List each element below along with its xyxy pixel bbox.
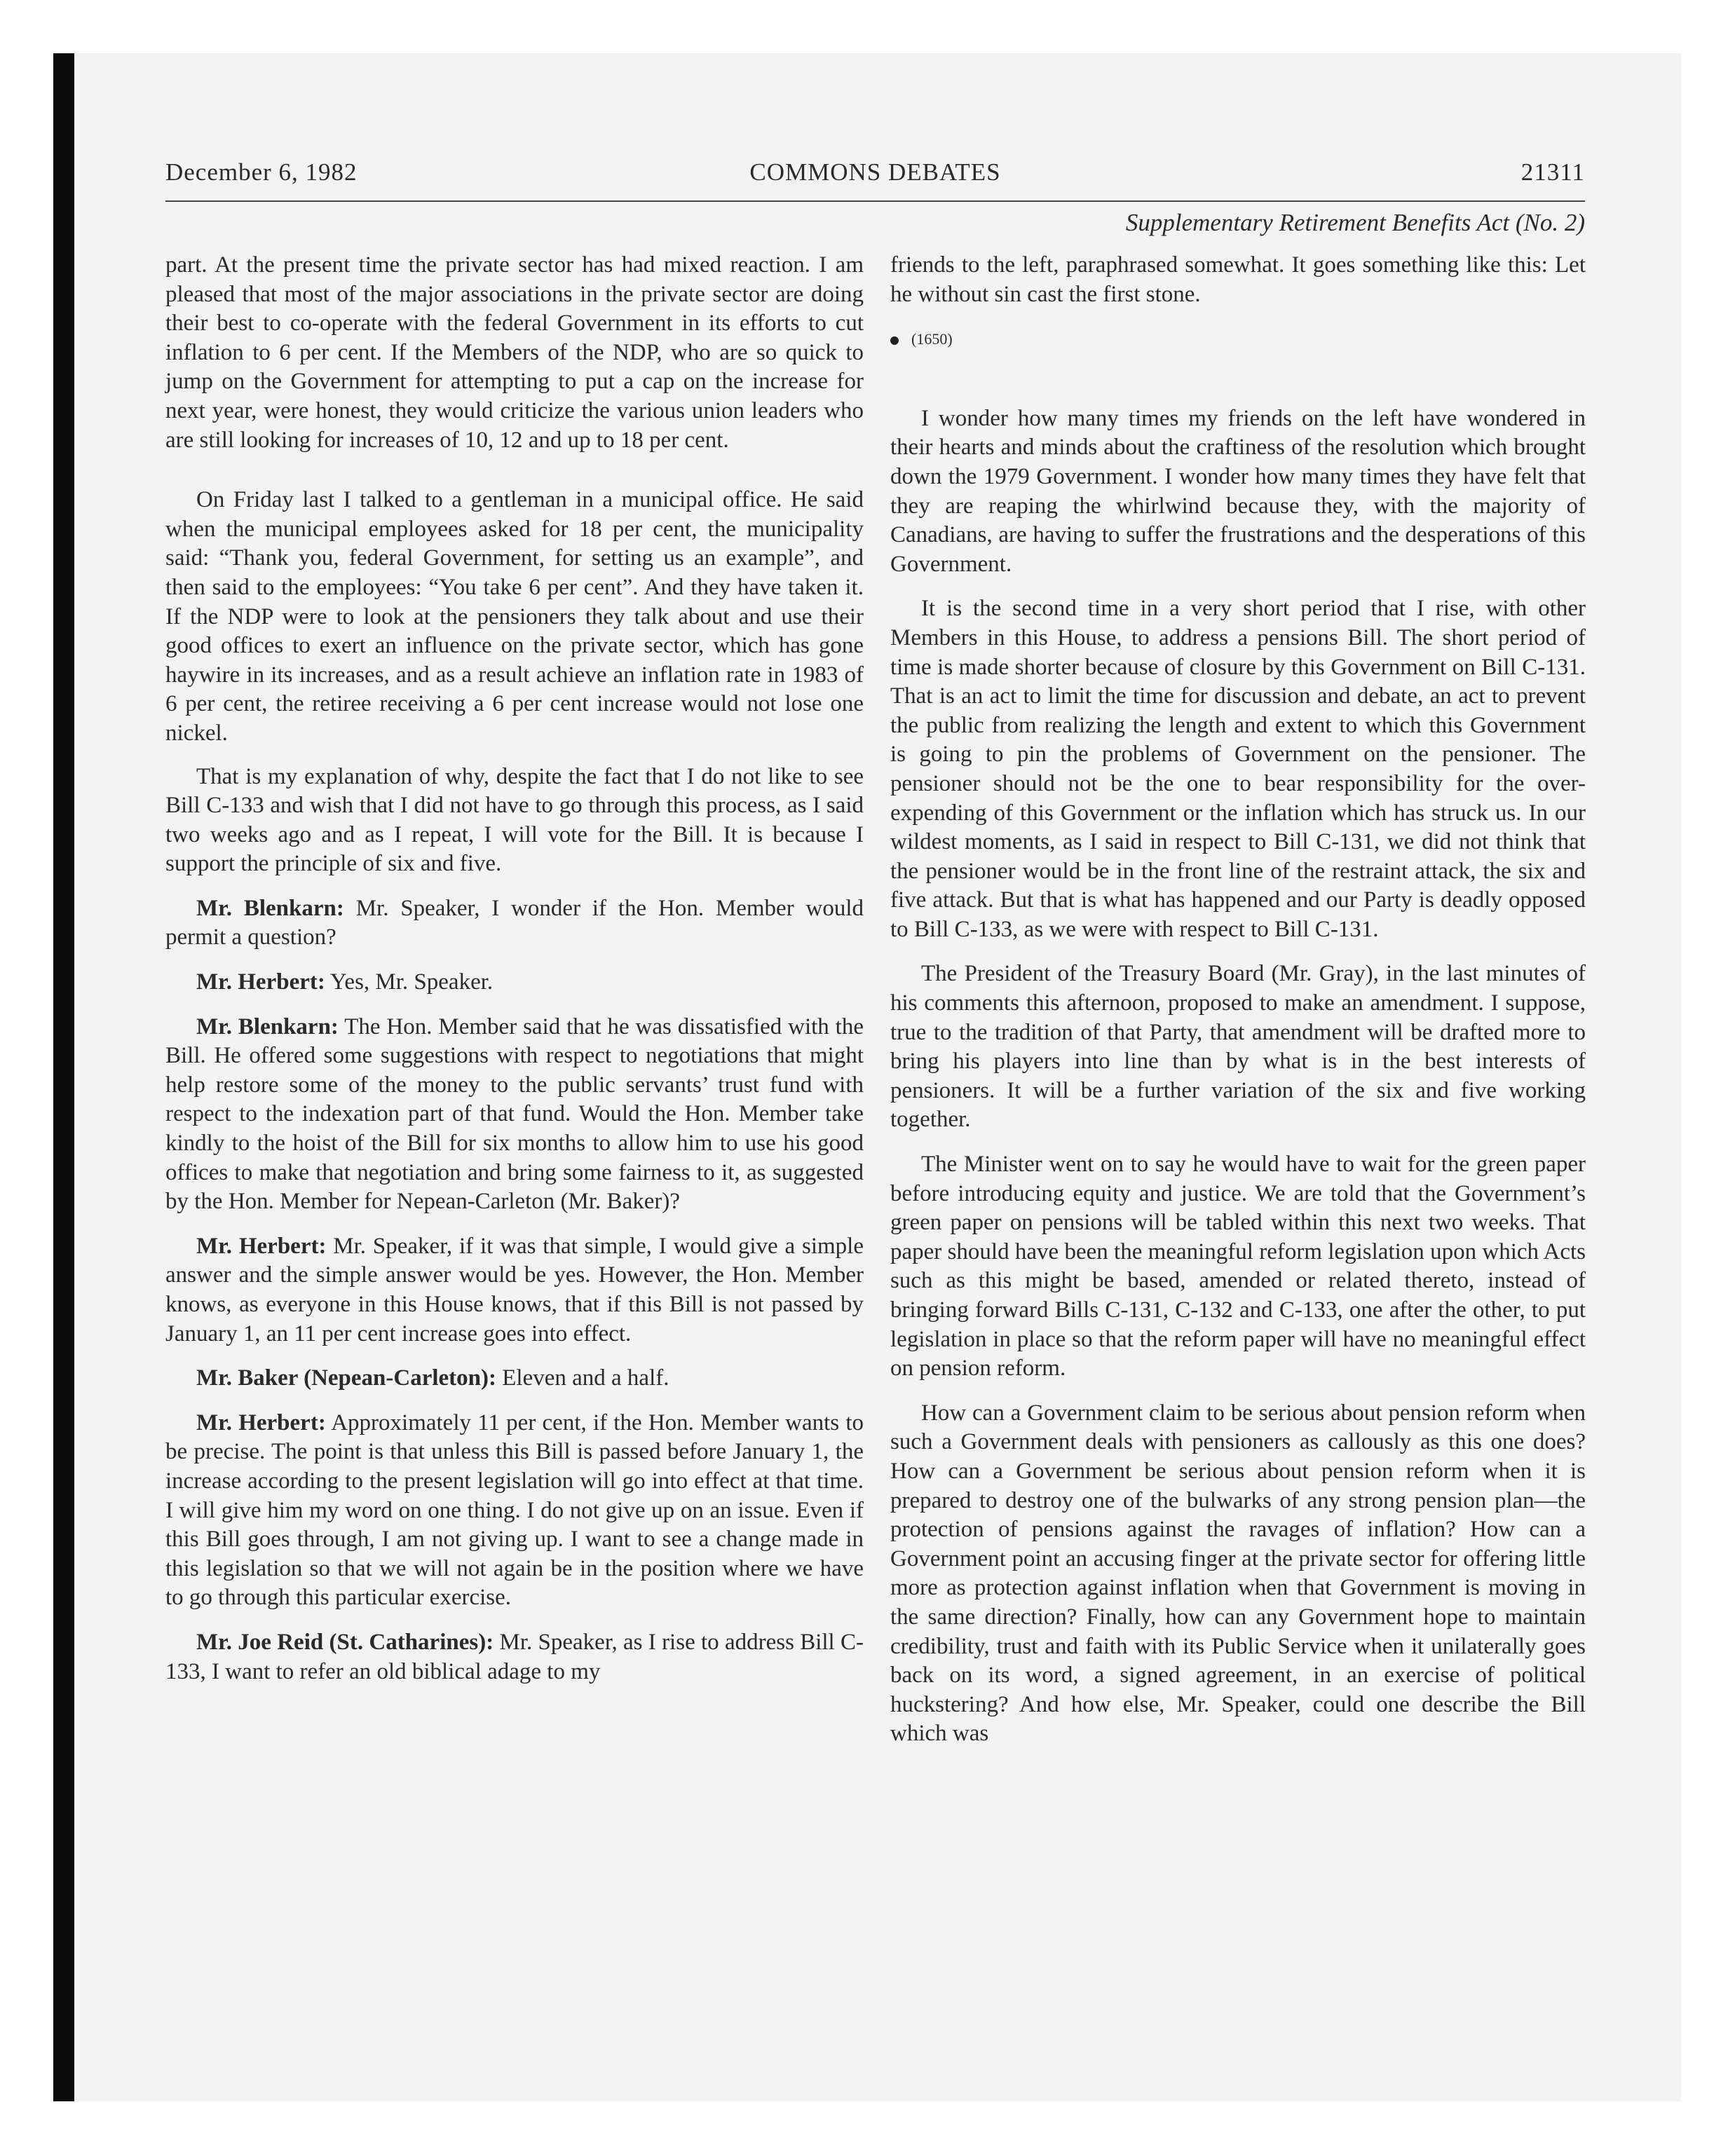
- speech-text: Mr. Speaker, I wonder if the Hon. Member would permit a question?: [165, 895, 864, 950]
- bullet-icon: [890, 336, 899, 345]
- speech: [165, 1232, 864, 1349]
- speaker-name: Mr. Blenkarn:: [196, 895, 344, 921]
- speaker-name: Mr. Joe Reid (St. Catharines):: [196, 1629, 494, 1655]
- speech: [165, 968, 864, 997]
- speech: [165, 1013, 864, 1217]
- speech-text: Mr. Speaker, as I rise to address Bill C-133, I want to refer an old biblical adage to my: [165, 1629, 864, 1684]
- paragraph-text: On Friday last I talked to a gentleman in a municipal office. He said when the municipal employees asked for 18 per cent, the municipality said: “Thank you, federal Government, for setting us an example”, and then said to the employees: “You take 6 per cent”. And they have taken it. If the NDP were to look at the pensioners they talk about and use their good offices to exert an influence on the private sector, which has gone haywire in its increases, and as a result achieve an inflation rate in 1983 of 6 per cent, the retiree receiving a 6 per cent increase would not lose one nickel.: [165, 487, 864, 746]
- speech-text: Mr. Speaker, if it was that simple, I would give a simple answer and the simple answer would be yes. However, the Hon. Member knows, as everyone in this House knows, that if this Bill is not passed by January 1, an 11 per cent increase goes into effect.: [165, 1233, 864, 1346]
- paragraph-text: The Minister went on to say he would have to wait for the green paper before introducing equity and justice. We are told that the Government’s green paper on pensions will be tabled within this next two weeks. That paper should have been the meaningful reform legislation upon which Acts such as this might be based, amended or related thereto, instead of bringing forward Bills C-131, C-132 and C-133, one after the other, to put legislation in place so that the reform paper will have no meaningful effect on pension reform.: [890, 1152, 1586, 1381]
- paragraph-text: friends to the left, paraphrased somewhat. It goes something like this: Let he without sin cast the first stone.: [890, 252, 1586, 307]
- left-column: [165, 251, 864, 1702]
- header-page-number: 21311: [1520, 158, 1585, 186]
- speech: [165, 1364, 864, 1393]
- speaker-name: Mr. Herbert:: [196, 969, 325, 995]
- speech: [165, 894, 864, 953]
- paragraph-text: The President of the Treasury Board (Mr. Gray), in the last minutes of his comments this afternoon, proposed to make an amendment. I suppose, true to the tradition of that Party, that amendment will be drafted more to bring his players into line than by what is in the best interests of pensioners. It will be a further variation of the six and five working together.: [890, 961, 1586, 1133]
- speaker-name: Mr. Herbert:: [196, 1410, 326, 1435]
- paragraph: [890, 594, 1586, 944]
- header-date: December 6, 1982: [165, 158, 358, 186]
- speech-text: Yes, Mr. Speaker.: [329, 969, 494, 995]
- paragraph-text: That is my explanation of why, despite the fact that I do not like to see Bill C-133 and wish that I did not have to go through this process, as I said two weeks ago and as I repeat, I will vote for the Bill. It is because I support the principle of six and five.: [165, 763, 864, 877]
- speech-text: Eleven and a half.: [502, 1365, 669, 1391]
- paragraph: [165, 486, 864, 748]
- binding-edge: [53, 53, 74, 2101]
- paragraph: [890, 1399, 1586, 1749]
- page-header: [165, 158, 1585, 202]
- paragraph-text: How can a Government claim to be serious about pension reform when such a Government deals with pensioners as callously as this one does? How can a Government be serious about pension reform when it is prepared to destroy one of the bulwarks of any strong pension plan—the protection of pensions against the ravages of inflation? How can a Government point an accusing finger at the private sector for offering little more as protection against inflation when that Government is moving in the same direction? Finally, how can any Government hope to maintain credibility, trust and faith with its Public Service when it unilaterally goes back on its word, a signed agreement, in an exercise of political huckstering? And how else, Mr. Speaker, could one describe the Bill which was: [890, 1400, 1586, 1747]
- paragraph: [890, 251, 1586, 309]
- speaker-name: Mr. Herbert:: [196, 1233, 327, 1259]
- paragraph-text: part. At the present time the private sector has had mixed reaction. I am pleased that most of the major associations in the private sector are doing their best to co-operate with the federal Government in its efforts to cut inflation to 6 per cent. If the Members of the NDP, who are so quick to jump on the Government for attempting to put a cap on the increase for next year, were honest, they would criticize the various union leaders who are still looking for increases of 10, 12 and up to 18 per cent.: [165, 252, 864, 453]
- paragraph-text: I wonder how many times my friends on the left have wondered in their hearts and minds about the craftiness of the resolution which brought down the 1979 Government. I wonder how many times they have felt that they are reaping the whirlwind because they, with the majority of Canadians, are having to suffer the frustrations and the desperations of this Government.: [890, 405, 1586, 577]
- paragraph-text: It is the second time in a very short period that I rise, with other Members in this House, to address a pensions Bill. The short period of time is made shorter because of closure by this Government on Bill C-131. That is an act to limit the time for discussion and debate, an act to prevent the public from realizing the length and extent to which this Government is going to pin the problems of Government on the pensioner. The pensioner should not be the one to bear responsibility for the over-expending of this Government or the inflation which has struck us. In our wildest moments, as I said in respect to Bill C-131, we did not think that the pensioner would be in the front line of the restraint attack, the six and five attack. But that is what has happened and our Party is deadly opposed to Bill C-133, as we were with respect to Bill C-131.: [890, 596, 1586, 942]
- paragraph: [165, 763, 864, 879]
- paragraph: [890, 960, 1586, 1135]
- paragraph: [890, 404, 1586, 580]
- header-publication: COMMONS DEBATES: [749, 158, 1001, 186]
- paragraph: [890, 1150, 1586, 1384]
- speech: [165, 1409, 864, 1613]
- speaker-name: Mr. Baker (Nepean-Carleton):: [196, 1365, 497, 1391]
- running-title: Supplementary Retirement Benefits Act (No. 2): [1125, 209, 1585, 236]
- speech-text: Approximately 11 per cent, if the Hon. Member wants to be precise. The point is that unless this Bill is passed before January 1, the increase according to the present legislation will go into effect at that time. I will give him my word on one thing. I do not give up on an issue. Even if this Bill goes through, I am not giving up. I want to see a change made in this legislation so that we will not again be in the position where we have to go through this particular exercise.: [165, 1410, 864, 1611]
- speech: [165, 1628, 864, 1686]
- speech-text: The Hon. Member said that he was dissatisfied with the Bill. He offered some suggestions with respect to negotiations that might help restore some of the money to the public servants’ trust fund with respect to the indexation part of that fund. Would the Hon. Member take kindly to the hoist of the Bill for six months to allow him to use his good offices to make that negotiation and bring some fairness to it, as suggested by the Hon. Member for Nepean-Carleton (Mr. Baker)?: [165, 1014, 864, 1215]
- right-column: [890, 251, 1586, 1763]
- time-marker-text: (1650): [911, 330, 953, 348]
- time-marker: [890, 325, 1586, 354]
- paragraph: [165, 251, 864, 455]
- speaker-name: Mr. Blenkarn:: [196, 1014, 339, 1039]
